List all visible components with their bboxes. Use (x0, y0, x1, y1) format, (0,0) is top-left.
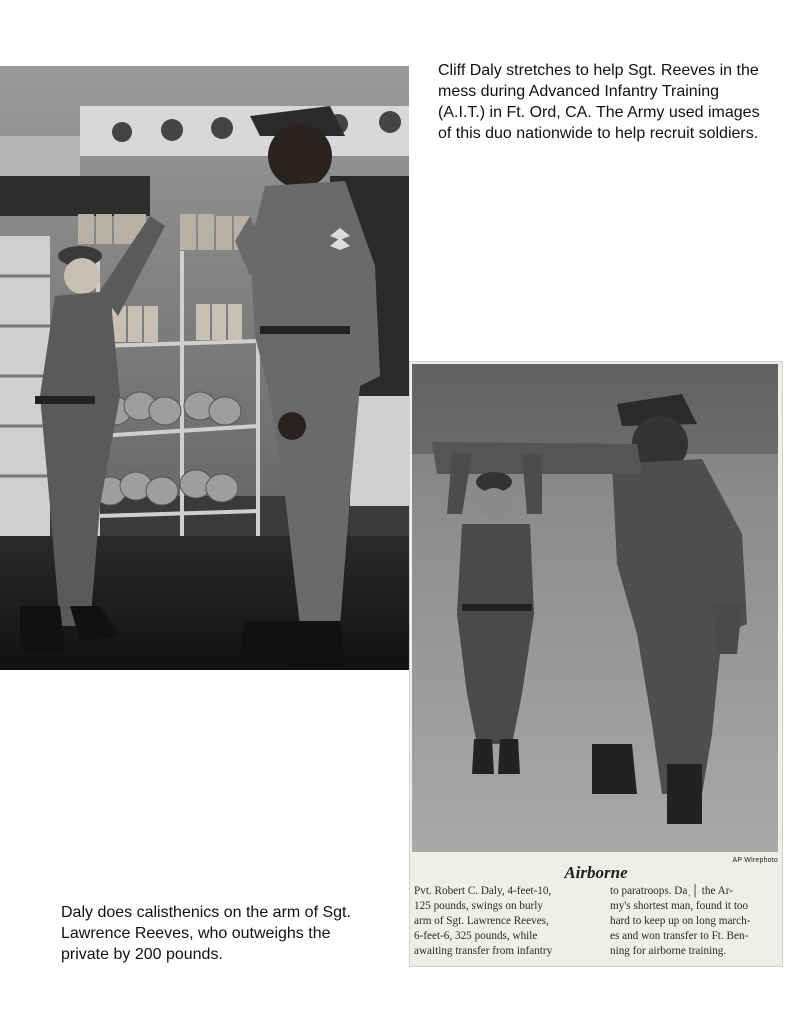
clipping-column-left (414, 884, 584, 959)
top-photo-caption: Cliff Daly stretches to help Sgt. Reeves in the mess during Advanced Infantry Training (A.I.T.) in Ft. Ord, CA. The Army used images of this duo nationwide to help recruit soldiers. (438, 62, 760, 142)
clipping-line: Pvt. Robert C. Daly, 4-feet-10, (414, 885, 552, 897)
airborne-illustration (412, 364, 778, 852)
airborne-photo (412, 364, 778, 852)
clipping-column-right (610, 884, 780, 959)
clipping-line: arm of Sgt. Lawrence Reeves, (414, 915, 549, 927)
clipping-line: to paratroops. Daˌ│ the Ar- (610, 885, 733, 897)
clipping-line: 125 pounds, swings on burly (414, 900, 543, 912)
mess-hall-photo (0, 66, 409, 670)
newspaper-clipping (409, 361, 783, 967)
clipping-line: 6-feet-6, 325 pounds, while (414, 930, 538, 942)
clipping-line: ning for airborne training. (610, 945, 727, 957)
mess-hall-illustration (0, 66, 409, 670)
photo-credit: AP Wirephoto (732, 857, 778, 864)
clipping-line: hard to keep up on long march- (610, 915, 751, 927)
clipping-line: es and won transfer to Ft. Ben- (610, 930, 749, 942)
clipping-line: awaiting transfer from infantry (414, 945, 553, 957)
bottom-photo-caption: Daly does calisthenics on the arm of Sgt. Lawrence Reeves, who outweighs the private by 200 pounds. (61, 904, 351, 963)
clipping-headline: Airborne (564, 863, 628, 882)
clipping-line: my's shortest man, found it too (610, 900, 749, 912)
